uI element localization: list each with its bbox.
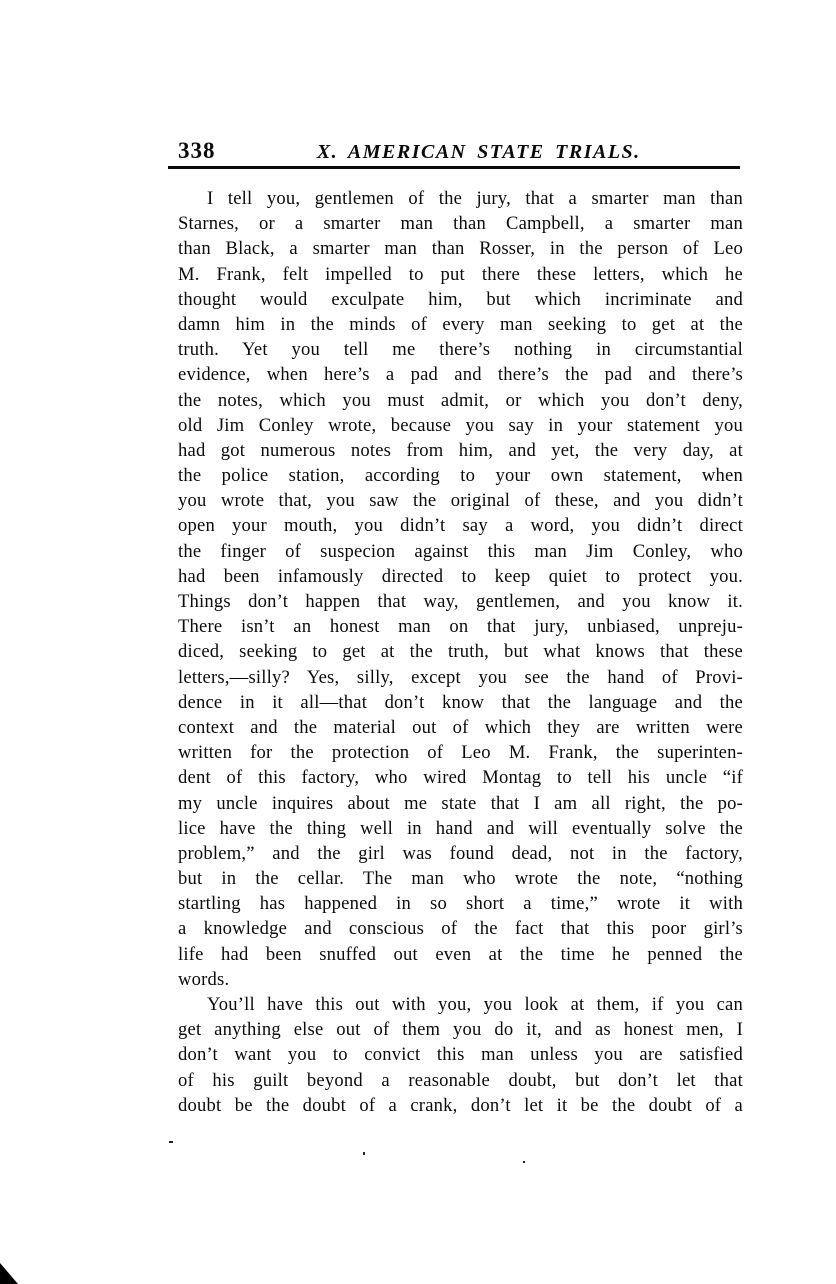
text-line: the notes, which you must admit, or which you don’t deny, xyxy=(178,389,743,411)
text-line: old Jim Conley wrote, because you say in your statement you xyxy=(178,414,743,436)
ink-spot xyxy=(169,1141,173,1143)
text-line: There isn’t an honest man on that jury, unbiased, unpreju- xyxy=(178,616,743,638)
text-line: thought would exculpate him, but which incriminate and xyxy=(178,288,743,310)
text-line: I tell you, gentlemen of the jury, that a smarter man than xyxy=(207,188,743,209)
text-line: the finger of suspecion against this man Jim Conley, who xyxy=(178,540,743,562)
text-line: damn him in the minds of every man seeking to get at the xyxy=(178,313,743,335)
text-line: get anything else out of them you do it, and as honest men, I xyxy=(178,1019,743,1041)
text-line: the police station, according to your own statement, when xyxy=(178,465,743,487)
text-line: my uncle inquires about me state that I am all right, the po- xyxy=(178,792,743,814)
running-title: X. AMERICAN STATE TRIALS. xyxy=(316,141,641,163)
page-number: 338 xyxy=(178,138,216,163)
text-line: had been infamously directed to keep quiet to protect you. xyxy=(178,565,743,587)
text-line: don’t want you to convict this man unless you are satisfied xyxy=(178,1044,743,1066)
text-line: Starnes, or a smarter man than Campbell, a smarter man xyxy=(178,213,743,235)
text-line: diced, seeking to get at the truth, but what knows that these xyxy=(178,641,743,663)
text-line: problem,” and the girl was found dead, not in the factory, xyxy=(178,842,743,864)
text-line: written for the protection of Leo M. Frank, the superinten- xyxy=(178,742,743,764)
scan-corner-blot xyxy=(0,1263,18,1284)
text-line: open your mouth, you didn’t say a word, you didn’t direct xyxy=(178,515,743,537)
text-line: doubt be the doubt of a crank, don’t let it be the doubt of a xyxy=(178,1094,743,1116)
text-line: startling has happened in so short a time,” wrote it with xyxy=(178,893,743,915)
text-line: letters,—silly? Yes, silly, except you see the hand of Provi- xyxy=(178,666,743,688)
text-line: evidence, when here’s a pad and there’s the pad and there’s xyxy=(178,364,743,386)
text-line: lice have the thing well in hand and will eventually solve the xyxy=(178,817,743,839)
text-line: life had been snuffed out even at the time he penned the xyxy=(178,943,743,965)
text-line: M. Frank, felt impelled to put there these letters, which he xyxy=(178,263,743,285)
text-line: truth. Yet you tell me there’s nothing in circumstantial xyxy=(178,339,743,361)
text-line: but in the cellar. The man who wrote the note, “nothing xyxy=(178,868,743,890)
text-line: a knowledge and conscious of the fact that this poor girl’s xyxy=(178,918,743,940)
text-line: had got numerous notes from him, and yet, the very day, at xyxy=(178,439,743,461)
text-line: of his guilt beyond a reasonable doubt, but don’t let that xyxy=(178,1069,743,1091)
text-line: you wrote that, you saw the original of these, and you didn’t xyxy=(178,490,743,512)
page-body xyxy=(178,186,743,1118)
ink-spot xyxy=(523,1161,525,1163)
ink-spot xyxy=(363,1152,365,1155)
text-line: context and the material out of which they are written were xyxy=(178,716,743,738)
running-head xyxy=(178,138,742,164)
header-rule xyxy=(168,166,740,169)
text-line: You’ll have this out with you, you look at them, if you can xyxy=(207,994,743,1015)
text-line: dent of this factory, who wired Montag to tell his uncle “if xyxy=(178,767,743,789)
text-line: than Black, a smarter man than Rosser, in the person of Leo xyxy=(178,238,743,260)
text-line: Things don’t happen that way, gentlemen, and you know it. xyxy=(178,591,743,612)
text-line: dence in it all—that don’t know that the language and the xyxy=(178,691,743,713)
text-line: words. xyxy=(178,968,230,990)
